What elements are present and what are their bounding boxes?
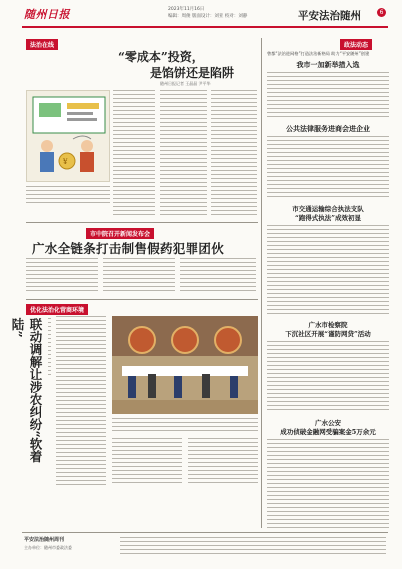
news-headline-5a: 广水公安 (315, 419, 341, 427)
story2-text-col2 (103, 258, 175, 294)
story2-text-col1 (26, 258, 98, 294)
news-headline-4a: 广水市检察院 (308, 321, 348, 329)
footer-subtitle: 主办单位：随州市委政法委 (24, 545, 72, 550)
story2-title: 广水全链条打击制售假药犯罪团伙 (32, 241, 225, 256)
section-title: 平安法治随州 (298, 10, 361, 22)
story3-text-col2 (112, 438, 182, 486)
section-tag-optimize: 优化法治化营商环境 (26, 304, 88, 315)
story2-text-col3 (180, 258, 256, 294)
news-headline-4b: 下沉社区开展“谨防网贷”活动 (285, 330, 371, 338)
story1-text-col1 (113, 90, 155, 218)
column-divider (261, 38, 262, 528)
story3-text-col1 (56, 316, 106, 486)
story3-byline-vertical (48, 318, 51, 378)
cartoon-caption (26, 186, 110, 206)
newspaper-logo: 随州日报 (24, 8, 70, 21)
footer-info (120, 537, 386, 557)
news-body-2 (267, 136, 389, 200)
story1-text-col3 (211, 90, 257, 218)
news-body-4 (267, 341, 389, 413)
section-tag-news: 政法动态 (340, 39, 372, 50)
story1-text-col2 (160, 90, 207, 218)
story1-title-line2: 是馅饼还是陷阱 (150, 66, 235, 80)
story2-kicker: 市中院召开新闻发布会 (86, 228, 154, 239)
story1-byline: 随州日报记者 王晶晶 尹平华 (160, 81, 211, 86)
vertical-headline: 联动调解让涉农纠纷“软着陆” (10, 318, 43, 463)
page-number: 6 (377, 8, 386, 17)
story1-title-line1: “零成本”投资， (118, 50, 204, 64)
news-headline-2: 公共法律服务进商会进企业 (286, 124, 370, 133)
mediation-hall-photo (112, 316, 258, 414)
news-intro: 曾都“法治进网格”打造法治新格局 助力“平安随州”创建 (267, 51, 370, 56)
news-body-5 (267, 439, 389, 528)
footer-title: 平安法治随州周刊 (24, 537, 65, 543)
story3-text-col3 (188, 438, 258, 486)
news-headline-3a: 市交通运输综合执法支队 (292, 205, 364, 213)
svg-text:¥: ¥ (63, 158, 68, 166)
news-headline-1: 我市一加新举措入选 (296, 60, 360, 69)
section-tag-law-online: 法治在线 (26, 39, 58, 50)
news-body-3 (267, 225, 389, 315)
photo-caption (112, 418, 258, 434)
footer-left-block (24, 536, 112, 560)
news-headline-5b: 成功侦破金融网受骗案金5万余元 (280, 428, 376, 436)
masthead-rule (22, 26, 388, 28)
cartoon-illustration (26, 90, 110, 182)
footer-rule (22, 532, 388, 533)
story1-bottom-rule (26, 222, 258, 223)
story2-bottom-rule (26, 299, 258, 300)
masthead (0, 0, 402, 28)
news-body-1 (267, 72, 389, 118)
news-headline-3b: “跑得式执法”成效初显 (295, 214, 361, 222)
date-line: 2023年11月16日 (168, 7, 205, 12)
editor-line: 编辑：周俊 版面设计：刘亚 校对：刘静 (168, 14, 248, 19)
